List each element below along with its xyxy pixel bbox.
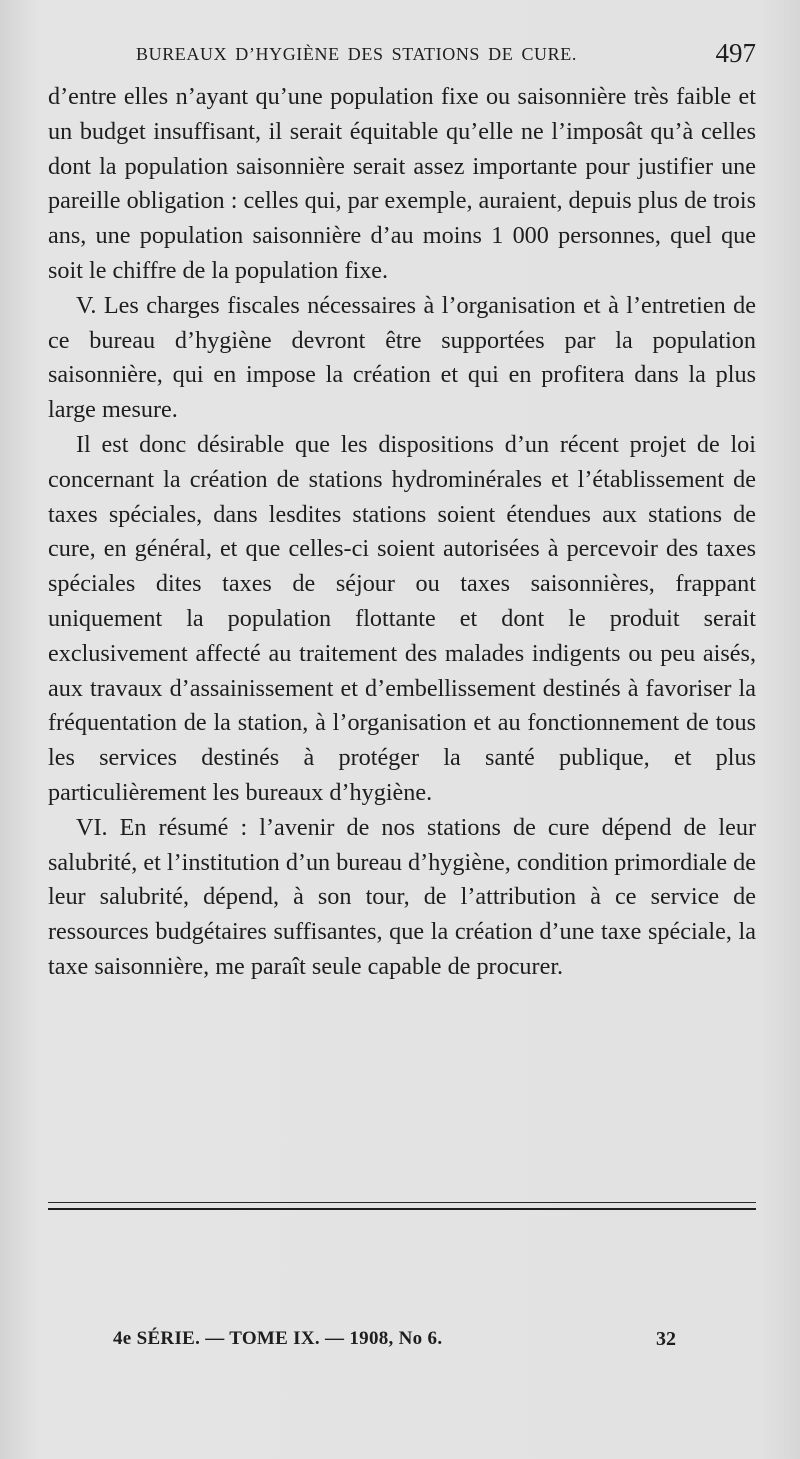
footnote-rule-thin — [48, 1202, 756, 1203]
page-footer — [113, 1328, 676, 1358]
paragraph-taxes: Il est donc désirable que les dispositions d’un récent projet de loi concernant la création de stations hydrominérales et l’établissement de taxes spéciales, dans lesdites stations soient étendues aux stations de cure, en général, et que celles-ci soient autorisées à percevoir des taxes spéciales dites taxes de séjour ou taxes saisonnières, frappant uniquement la population flottante et dont le produit serait exclusivement affecté au traitement des malades indigents ou peu aisés, aux travaux d’assainissement et d’embellissement destinés à favoriser la fréquentation de la station, à l’organisation et au fonctionnement de tous les services destinés à protéger la santé publique, et plus particulièrement les bureaux d’hygiène. — [48, 430, 756, 806]
paragraph-section-v: V. Les charges fiscales nécessaires à l’organisation et à l’entretien de ce bureau d’hygiène devront être supportées par la population saisonnière, qui en impose la création et qui en profitera dans la plus large mesure. — [48, 291, 756, 424]
page-number: 497 — [715, 38, 756, 68]
footnote-rule-thick — [48, 1208, 756, 1210]
running-head-title: BUREAUX D’HYGIÈNE DES STATIONS DE CURE. — [136, 44, 577, 64]
footer-signature-number: 32 — [656, 1328, 676, 1350]
paragraph-continuation: d’entre elles n’ayant qu’une population fixe ou saisonnière très faible et un budget insuffisant, il serait équitable qu’elle ne l’imposât qu’à celles dont la population saisonnière serait assez importante pour justifier une pareille obligation : celles qui, par exemple, auraient, depuis plus de trois ans, une population saisonnière d’au moins 1 000 personnes, quel que soit le chiffre de la population fixe. — [48, 83, 756, 284]
footer-series-info: 4e SÉRIE. — TOME IX. — 1908, No 6. — [113, 1328, 443, 1349]
body-text — [48, 80, 756, 985]
running-head — [48, 34, 756, 74]
paragraph-section-vi: VI. En résumé : l’avenir de nos stations de cure dépend de leur salubrité, et l’institution d’un bureau d’hygiène, condition primordiale de leur salubrité, dépend, à son tour, de l’attribution à ce service de ressources budgétaires suffisantes, que la création d’une taxe spéciale, la taxe saisonnière, me paraît seule capable de procurer. — [48, 813, 756, 980]
